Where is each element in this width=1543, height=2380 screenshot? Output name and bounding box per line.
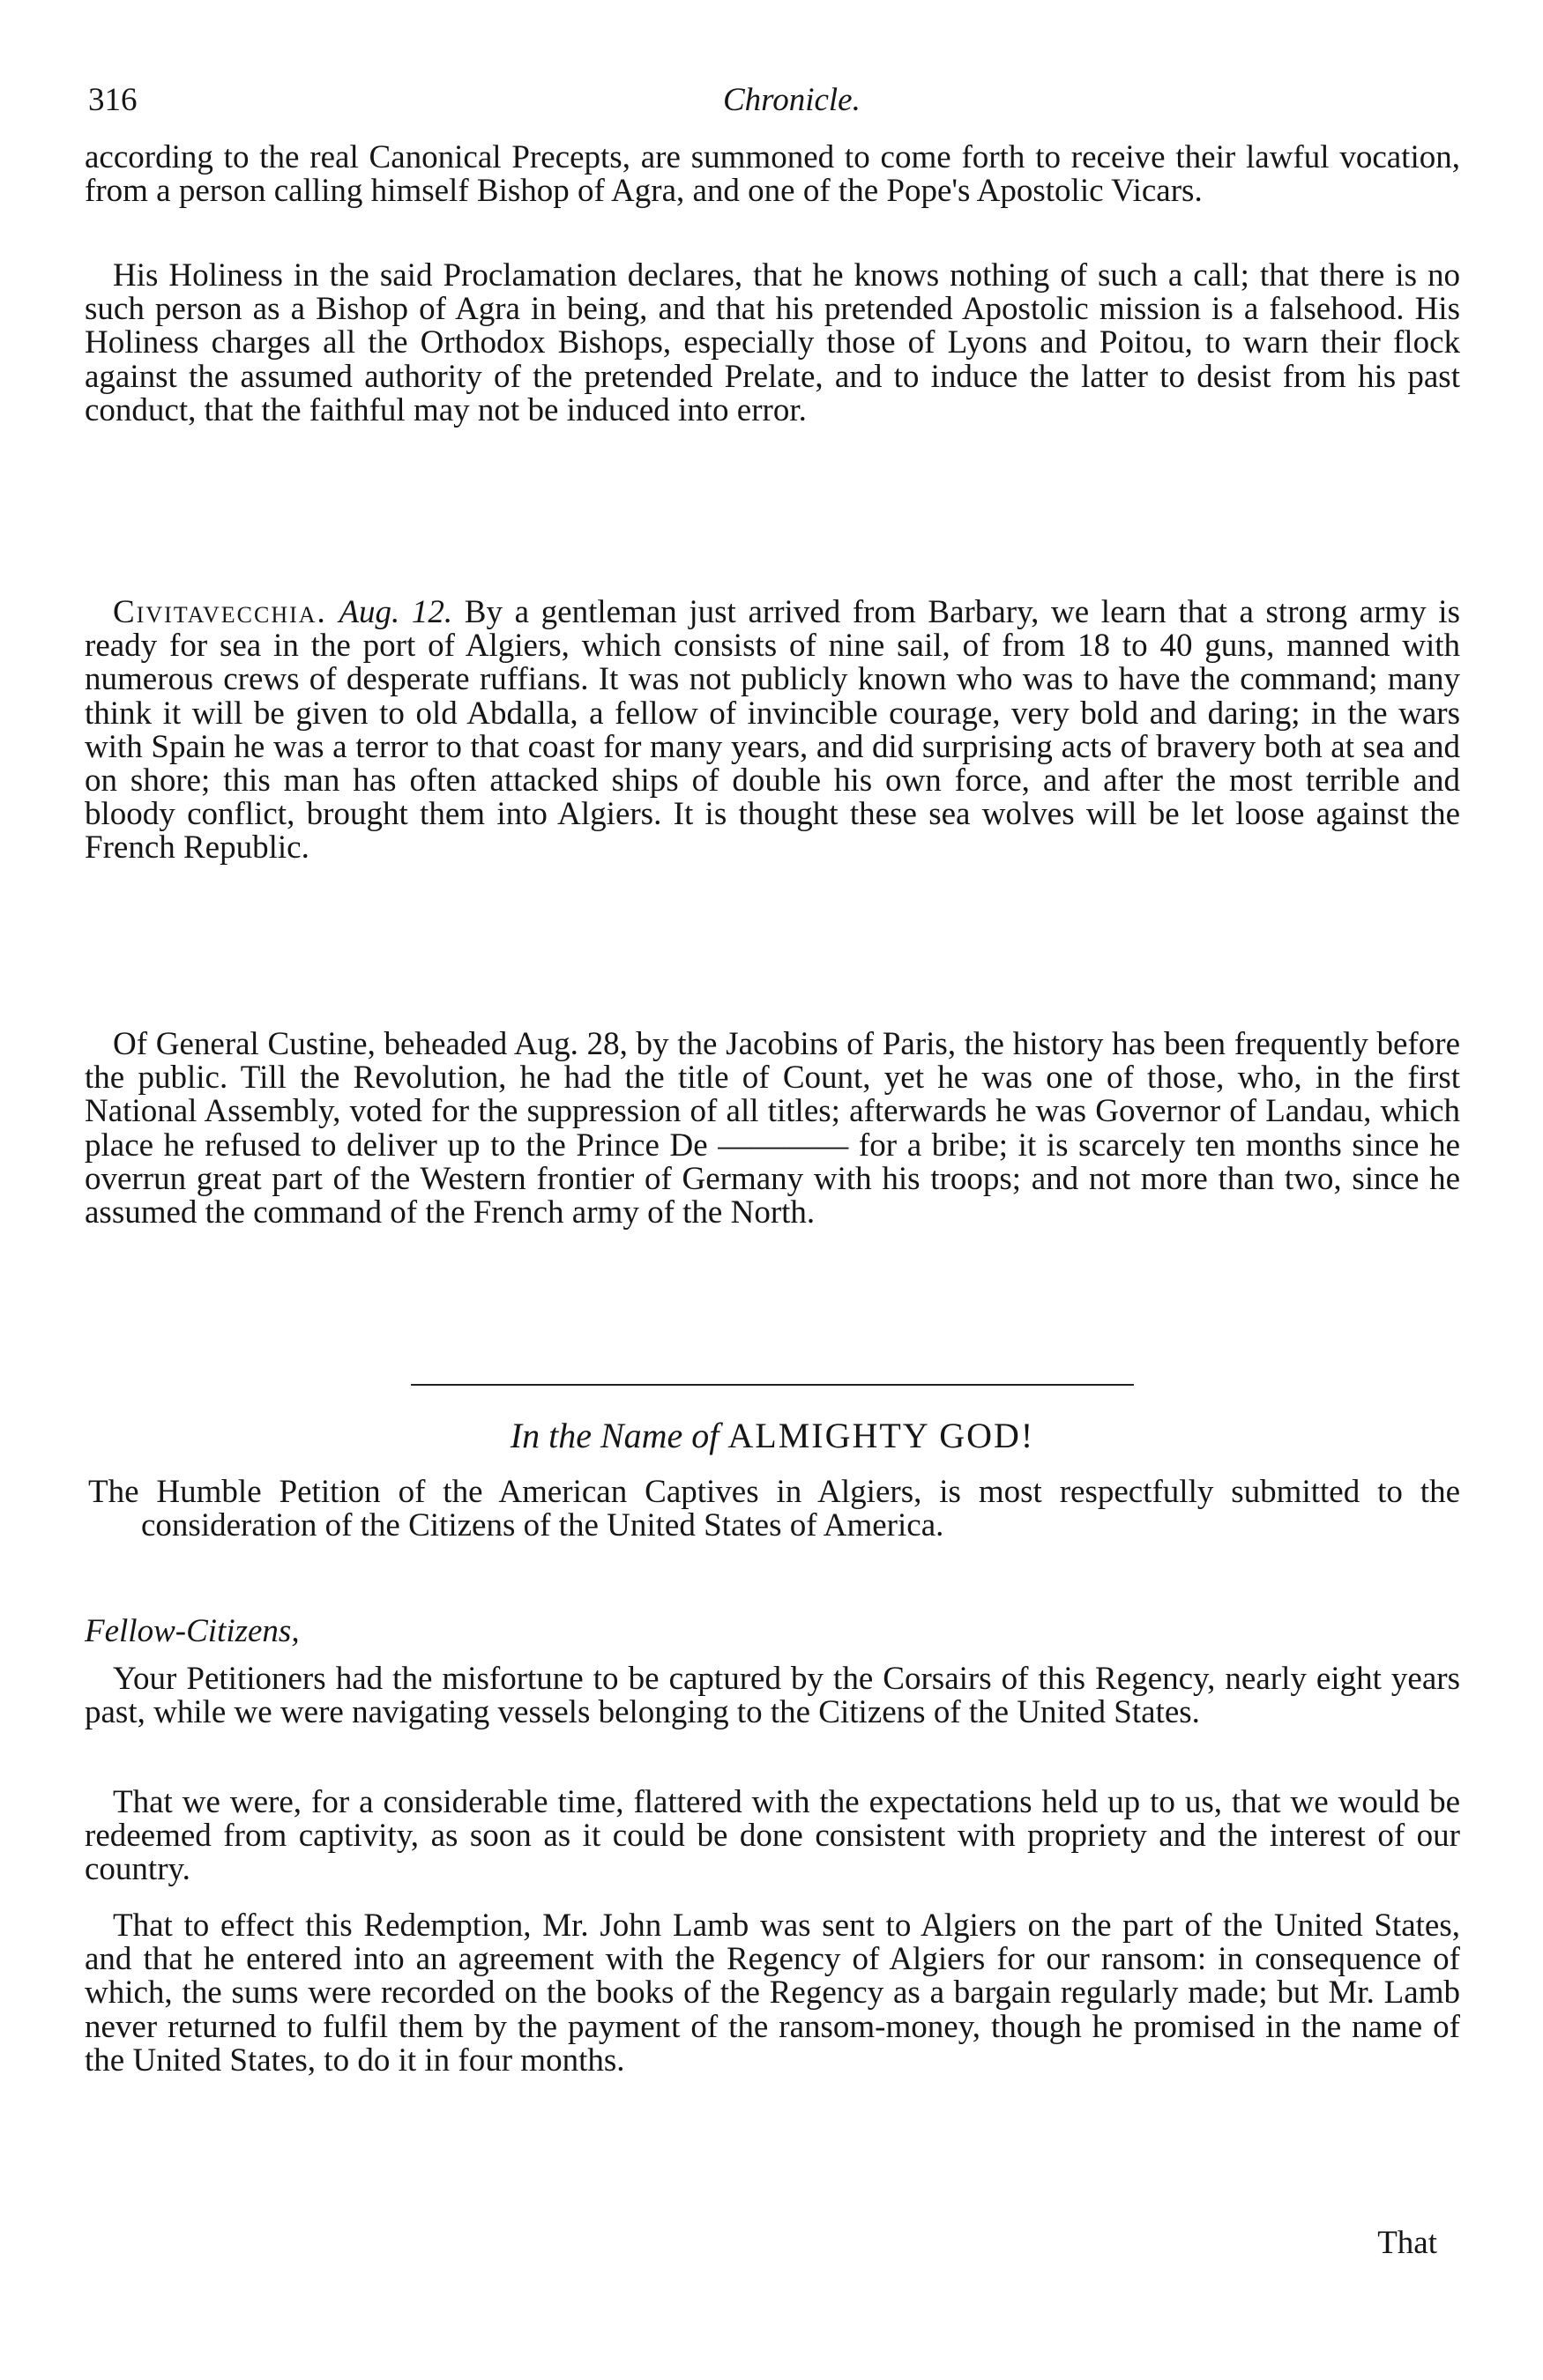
paragraph-holiness: His Holiness in the said Proclamation declares, that he knows nothing of such a call; that there is no such person as a Bishop of Agra in being, and that his pretended Apostolic mission is a falsehood. His Holiness charges all the Orthodox Bishops, especially those of Lyons and Poitou, to warn their flock against the assumed authority of the pretended Prelate, and to induce the latter to desist from his past conduct, that the faithful may not be induced into error. (85, 257, 1460, 428)
section-headline (85, 1416, 1460, 1467)
headline-italic: In the Name of (510, 1416, 719, 1455)
paragraph-custine: Of General Custine, beheaded Aug. 28, by the Jacobins of Paris, the history has been frequently before the public. Till the Revolution, he had the title of Count, yet he was one of those, who, in the first National Assembly, voted for the suppression of all titles; afterwards he was Governor of Landau, which place he refused to deliver up to the Prince De ———— for a bribe; it is scarcely ten months since he overrun great part of the Western frontier of Germany with his troops; and not more than two, since he assumed the command of the French army of the North. (85, 1026, 1460, 1231)
petition-paragraph: That we were, for a considerable time, flattered with the expectations held up to us, that we would be redeemed from captivity, as soon as it could be done consistent with propriety and the interest of our country. (85, 1784, 1460, 1888)
petition-paragraph: Your Petitioners had the misfortune to be captured by the Corsairs of this Regency, nearly eight years past, while we were navigating vessels belonging to the Citizens of the United States. (85, 1661, 1460, 1731)
catchword: That (1377, 2225, 1437, 2261)
headline-caps: ALMIGHTY GOD! (727, 1416, 1035, 1455)
salutation: Fellow-Citizens, (85, 1613, 300, 1649)
petition-paragraph: That to effect this Redemption, Mr. John Lamb was sent to Algiers on the part of the United States, and that he entered into an agreement with the Regency of Algiers for our ransom: in consequence of which, the sums were recorded on the books of the Regency as a bargain regularly made; but Mr. Lamb never returned to fulfil them by the payment of the ransom-money, though he promised in the name of the United States, to do it in four months. (85, 1908, 1460, 2079)
section-divider (411, 1384, 1134, 1386)
running-head: Chronicle. (723, 82, 861, 118)
petition-title: The Humble Petition of the American Captives in Algiers, is most respectfully submitted to the consideration of the Citizens of the United States of America. (88, 1474, 1460, 1544)
dateline-date: Aug. 12. (339, 594, 453, 630)
paragraph-civitavecchia-text: By a gentleman just arrived from Barbary, we learn that a strong army is ready for sea in the port of Algiers, which consists of nine sail, of from 18 to 40 guns, manned with numerous crews of desperate ruffians. It was not publicly known who was to have the command; many think it will be given to old Abdalla, a fellow of invincible courage, very bold and daring; in the wars with Spain he was a terror to that coast for many years, and did surprising acts of bravery both at sea and on shore; this man has often attacked ships of double his own force, and after the most terrible and bloody conflict, brought them into Algiers. It is thought these sea wolves will be let loose against the French Republic. (85, 594, 1460, 866)
article-body (85, 141, 1460, 2156)
paragraph-civitavecchia (85, 596, 1460, 1023)
page-header (0, 81, 1543, 134)
dateline-place: Civitavecchia. (113, 594, 327, 630)
paragraph-continuation: according to the real Canonical Precepts, are summoned to come forth to receive their lawful vocation, from a person calling himself Bishop of Agra, and one of the Pope's Apostolic Vicars. (85, 139, 1460, 210)
page-number: 316 (88, 82, 138, 118)
